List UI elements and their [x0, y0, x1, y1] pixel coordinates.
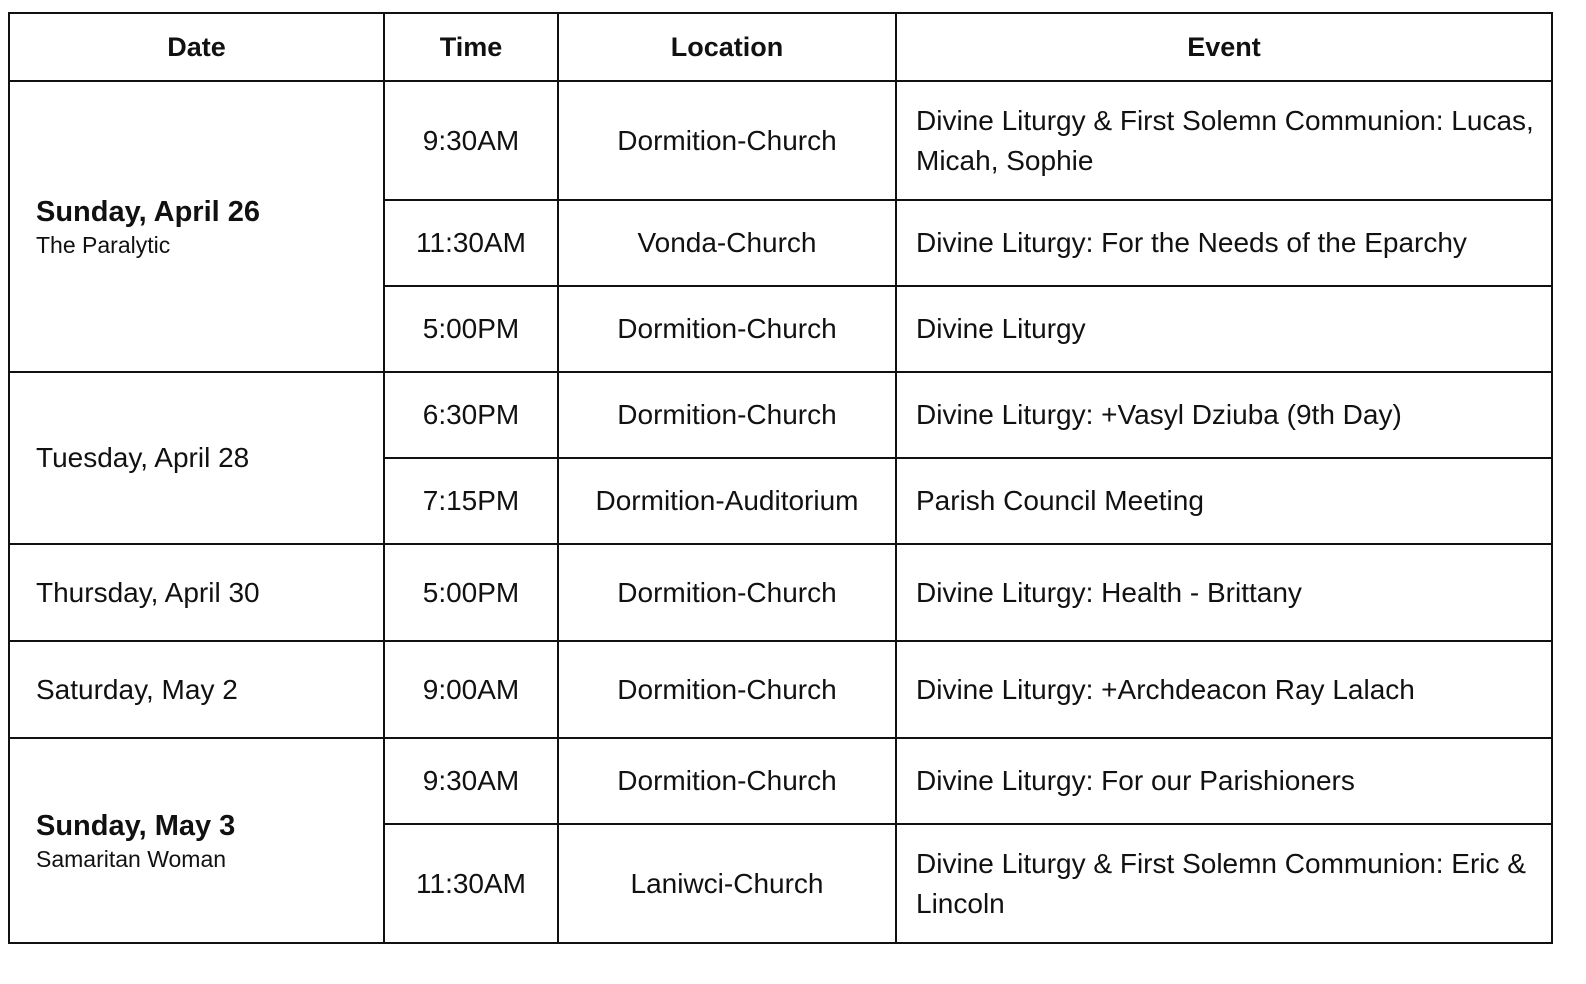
- event-cell: Divine Liturgy: Health - Brittany: [896, 544, 1552, 641]
- event-cell: Parish Council Meeting: [896, 458, 1552, 544]
- location-cell: Dormition-Church: [558, 641, 896, 738]
- day-subtitle: Samaritan Woman: [36, 845, 227, 872]
- location-cell: Laniwci-Church: [558, 824, 896, 943]
- header-location: Location: [558, 13, 896, 81]
- table-row: [9, 81, 1552, 200]
- header-date: Date: [9, 13, 384, 81]
- header-event: Event: [896, 13, 1552, 81]
- time-cell: 11:30AM: [384, 200, 558, 286]
- time-cell: 7:15PM: [384, 458, 558, 544]
- time-cell: 9:00AM: [384, 641, 558, 738]
- location-cell: Dormition-Auditorium: [558, 458, 896, 544]
- event-cell: Divine Liturgy & First Solemn Communion: Eric & Lincoln: [896, 824, 1552, 943]
- date-cell: [9, 372, 384, 544]
- time-cell: 5:00PM: [384, 544, 558, 641]
- header-row: [9, 13, 1552, 81]
- day-title: Thursday, April 30: [36, 576, 260, 608]
- location-cell: Dormition-Church: [558, 81, 896, 200]
- event-cell: Divine Liturgy: For our Parishioners: [896, 738, 1552, 824]
- time-cell: 5:00PM: [384, 286, 558, 372]
- time-cell: 6:30PM: [384, 372, 558, 458]
- day-subtitle: The Paralytic: [36, 231, 171, 258]
- location-cell: Dormition-Church: [558, 286, 896, 372]
- date-cell: [9, 544, 384, 641]
- date-cell: [9, 641, 384, 738]
- day-title: Sunday, April 26: [36, 195, 260, 228]
- table-row: [9, 372, 1552, 458]
- table-row: [9, 738, 1552, 824]
- table-row: [9, 544, 1552, 641]
- location-cell: Dormition-Church: [558, 544, 896, 641]
- event-cell: Divine Liturgy: [896, 286, 1552, 372]
- event-cell: Divine Liturgy & First Solemn Communion: Lucas, Micah, Sophie: [896, 81, 1552, 200]
- header-time: Time: [384, 13, 558, 81]
- schedule-table: [8, 12, 1553, 944]
- date-cell: [9, 81, 384, 372]
- location-cell: Dormition-Church: [558, 372, 896, 458]
- location-cell: Vonda-Church: [558, 200, 896, 286]
- time-cell: 9:30AM: [384, 738, 558, 824]
- time-cell: 11:30AM: [384, 824, 558, 943]
- date-cell: [9, 738, 384, 943]
- day-title: Saturday, May 2: [36, 673, 238, 705]
- event-cell: Divine Liturgy: +Vasyl Dziuba (9th Day): [896, 372, 1552, 458]
- day-title: Tuesday, April 28: [36, 442, 250, 473]
- event-cell: Divine Liturgy: +Archdeacon Ray Lalach: [896, 641, 1552, 738]
- time-cell: 9:30AM: [384, 81, 558, 200]
- table-row: [9, 641, 1552, 738]
- location-cell: Dormition-Church: [558, 738, 896, 824]
- event-cell: Divine Liturgy: For the Needs of the Eparchy: [896, 200, 1552, 286]
- day-title: Sunday, May 3: [36, 809, 236, 842]
